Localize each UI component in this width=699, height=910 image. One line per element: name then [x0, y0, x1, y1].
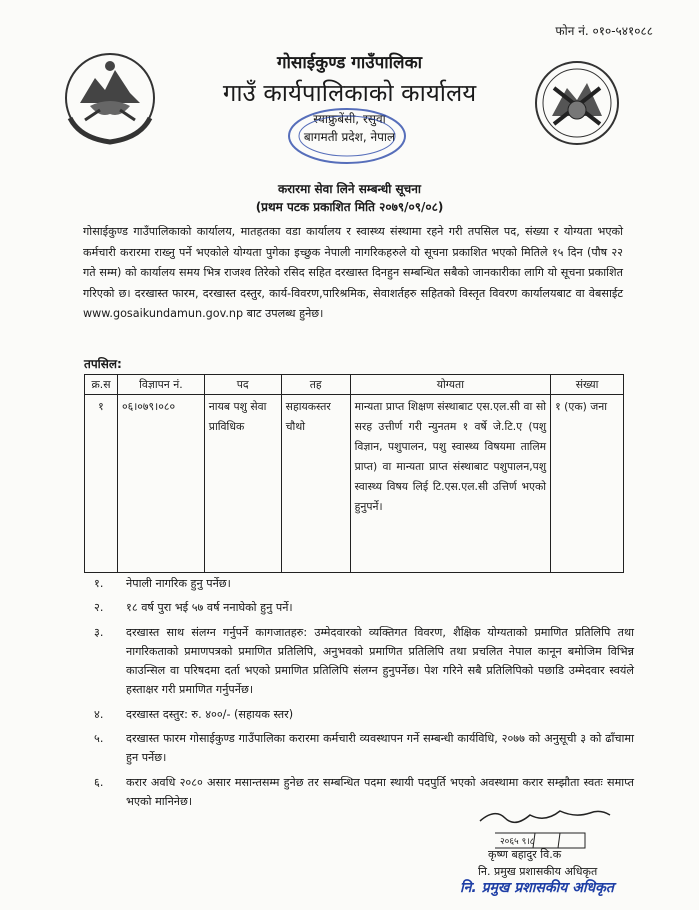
condition-text: नेपाली नागरिक हुनु पर्नेछ।	[126, 577, 231, 590]
col-header-level: तह	[281, 375, 350, 395]
office-address-line1: स्याफ्रुबेंसी, रसुवा	[313, 112, 386, 126]
cell-count: १ (एक) जना	[551, 395, 624, 573]
col-header-post: पद	[204, 375, 281, 395]
col-header-count: संख्या	[551, 375, 624, 395]
details-label: तपसिल:	[84, 357, 122, 371]
notice-title: करारमा सेवा लिने सम्बन्धी सूचना	[277, 182, 422, 196]
condition-number: ५.	[94, 732, 104, 746]
list-item	[94, 623, 634, 700]
cell-level: सहायकस्तर चौथो	[281, 395, 350, 573]
office-stamp-icon	[285, 106, 410, 166]
conditions-list	[94, 574, 634, 816]
cell-post: नायब पशु सेवा प्राविधिक	[204, 395, 281, 573]
col-header-ad-no: विज्ञापन नं.	[117, 375, 204, 395]
cell-ad-no: ०६।०७९।०८०	[117, 395, 204, 573]
handwritten-signature-icon	[475, 803, 625, 853]
list-item	[94, 705, 634, 724]
signer-title-stamp: नि. प्रमुख प्रशासकीय अधिकृत	[460, 880, 614, 896]
signer-title: नि. प्रमुख प्रशासकीय अधिकृत	[478, 865, 598, 878]
cell-sn: १	[85, 395, 118, 573]
condition-text: १८ वर्ष पुरा भई ५७ वर्ष ननाघेको हुनु पर्ने।	[126, 601, 293, 615]
condition-number: १.	[94, 577, 104, 590]
condition-number: ३.	[94, 625, 104, 639]
list-item	[94, 598, 634, 617]
office-address-line2: बागमती प्रदेश, नेपाल	[303, 130, 396, 144]
table-header-row	[85, 375, 624, 395]
col-header-sn: क्र.स	[85, 375, 118, 395]
municipality-name: गोसाईकुण्ड गाउँपालिका	[276, 53, 423, 73]
condition-text: करार अवधि २०८० असार मसान्तसम्म हुनेछ तर सम्बन्धित पदमा स्थायी पदपुर्ति भएको अवस्थामा करार सम्झौता स्वतः समाप्त भएको मानिनेछ।	[126, 775, 634, 808]
phone-number: फोन नं. ०१०-५४१०८८	[555, 24, 653, 38]
condition-number: २.	[94, 601, 104, 615]
notice-subtitle: (प्रथम पटक प्रकाशित मिति २०७९/०९/०८)	[255, 200, 444, 214]
list-item	[94, 729, 634, 768]
condition-text: दरखास्त साथ संलग्न गर्नुपर्ने कागजातहरु: उम्मेदवारको व्यक्तिगत विवरण, शैक्षिक योग्यताको प्रमाणित प्रतिलिपि तथा नागरिकताको प्रमाणपत्रको प्रमाणित प्रतिलिपि, अनुभवको प्रमाणित प्रतिलिपि तथा प्रचलित नेपाल कानून बमोजिम विभिन्न काउन्सिल वा परिषदमा दर्ता भएको प्रमाणित प्रतिलिपि संलग्न हुनुपर्नेछ। पेश गरिने सबै प्रतिलिपिको पछाडि उम्मेदवार स्वयंले हस्ताक्षर गरी प्रमाणित गर्नुपर्नेछ।	[126, 625, 634, 697]
col-header-qualification: योग्यता	[350, 375, 551, 395]
condition-number: ४.	[94, 707, 104, 721]
condition-text: दरखास्त फारम गोसाईकुण्ड गाउँपालिका करारमा कर्मचारी व्यवस्थापन गर्ने सम्बन्धी कार्यविधि, २०७७ को अनुसूची ३ को ढाँचामा हुन पर्नेछ।	[126, 732, 634, 765]
list-item	[94, 574, 634, 593]
condition-text: दरखास्त दस्तुर: रु. ४००/- (सहायक स्तर)	[126, 707, 294, 721]
cell-qualification: मान्यता प्राप्त शिक्षण संस्थाबाट एस.एल.सी वा सो सरह उत्तीर्ण गरी न्युनतम १ वर्षे जे.टि.ए (पशु विज्ञान, पशुपालन, पशु स्वास्थ्य विषयमा तालिम प्राप्त) वा मान्यता प्राप्त संस्थाबाट पशुपालन,पशु स्वास्थ्य विषय लिई टि.एस.एल.सी उत्तिर्ण भएको हुनुपर्ने।	[350, 395, 551, 573]
signature-date: २०६५ ९।८	[500, 837, 535, 847]
signer-name: कृष्ण बहादुर वि.क	[488, 848, 562, 861]
notice-body: गोसाईकुण्ड गाउँपालिकाको कार्यालय, मातहतका वडा कार्यालय र स्वास्थ्य संस्थामा रहने गरी तपसिल पद, संख्या र योग्यता भएको कर्मचारी करारमा राख्नु पर्ने भएकोले योग्यता पुगेका इच्छुक नेपाली नागरिकहरुले यो सूचना प्रकाशित भएको मितिले १५ दिन (पौष २२ गते सम्म) को कार्यालय समय भित्र राजश्व तिरेको रसिद सहित दरखास्त दिनहुन सम्बन्धित सबैको जानकारीका लागि यो सूचना प्रकाशित गरिएको छ। दरखास्त फारम, दरखास्त दस्तुर, कार्य-विवरण,पारिश्रमिक, सेवाशर्तहरु सहितको विस्तृत विवरण कार्यालयबाट वा वेबसाईट www.gosaikundamun.gov.np बाट उपलब्ध हुनेछ।	[83, 225, 623, 321]
condition-number: ६.	[94, 775, 104, 789]
vacancy-table	[84, 374, 624, 573]
office-name: गाउँ कार्यपालिकाको कार्यालय	[222, 79, 477, 107]
table-row	[85, 395, 624, 573]
